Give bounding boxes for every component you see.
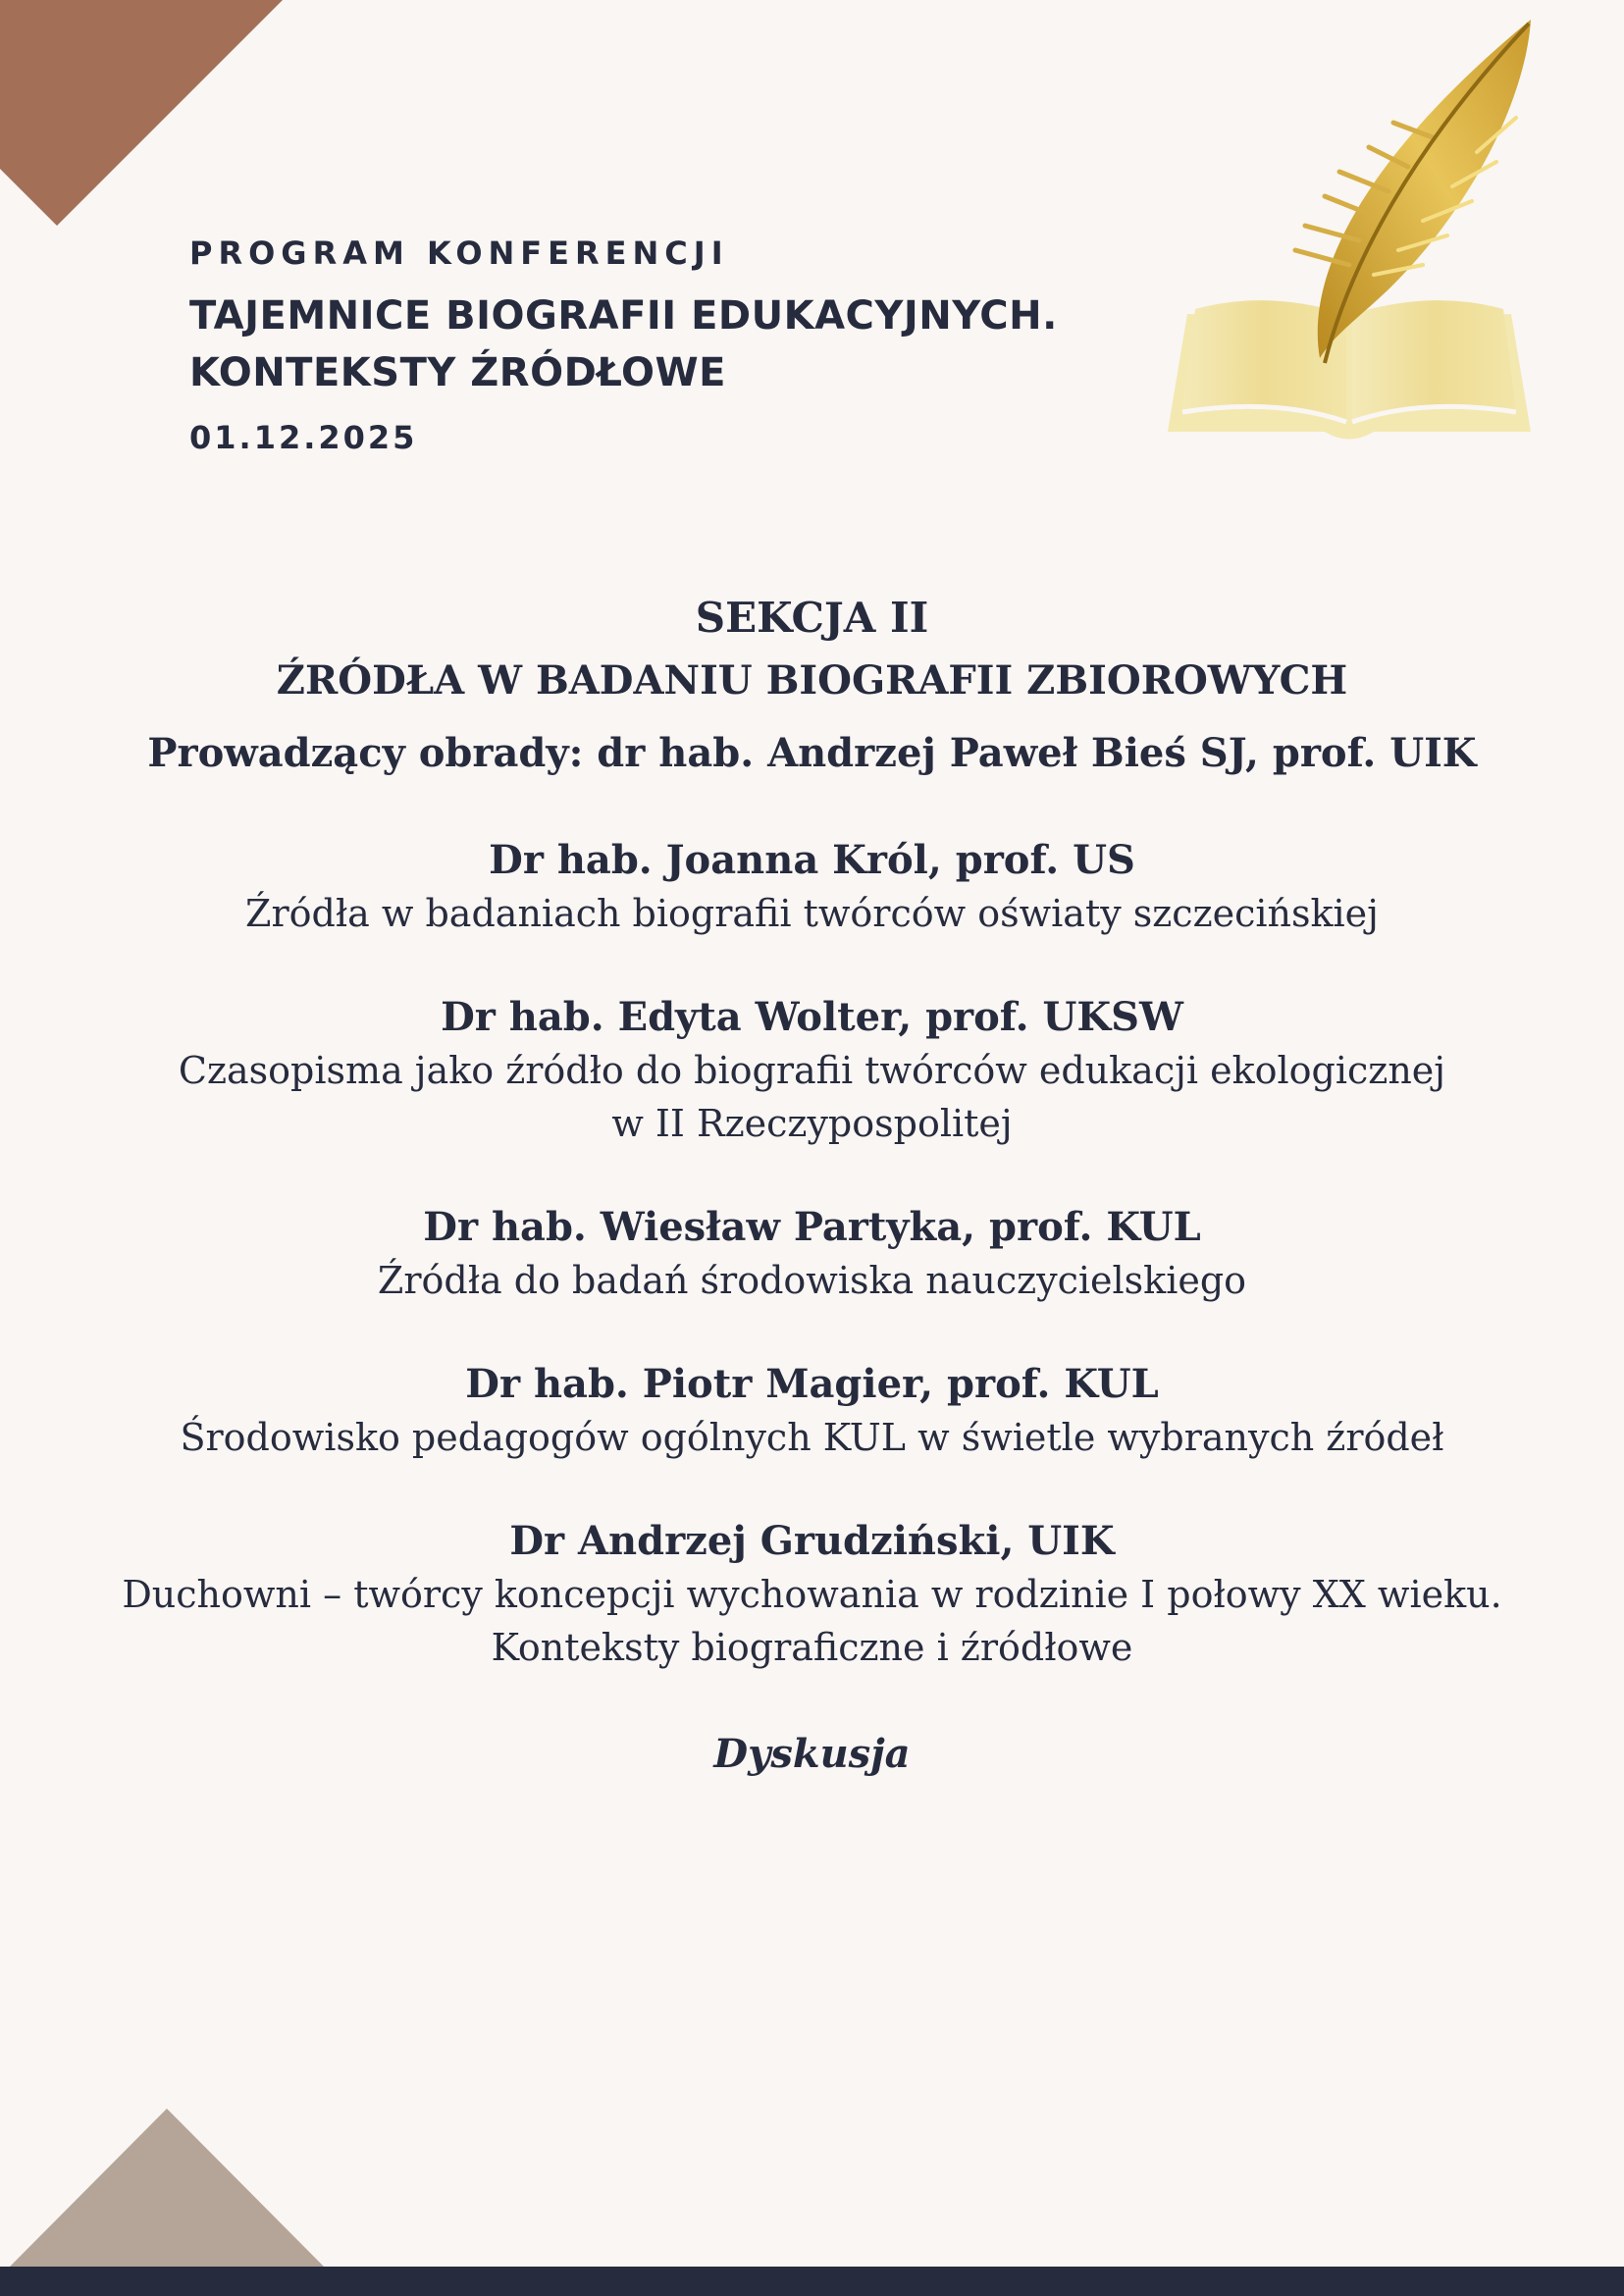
talk-item — [0, 1358, 1624, 1464]
talk-item — [0, 1201, 1624, 1307]
talk-title: Czasopisma jako źródło do biografii twórców edukacji ekologicznej — [178, 1049, 1446, 1092]
program-label: PROGRAM KONFERENCJI — [189, 235, 729, 272]
talk-title-continued: Konteksty biograficzne i źródłowe — [491, 1626, 1133, 1669]
talk-speaker: Dr hab. Joanna Król, prof. US — [489, 837, 1135, 883]
page-header — [189, 229, 1073, 462]
section-title: ŹRÓDŁA W BADANIU BIOGRAFII ZBIOROWYCH — [276, 657, 1348, 704]
moderator: Prowadzący obrady: dr hab. Andrzej Paweł Bieś SJ, prof. UIK — [147, 730, 1477, 776]
talk-speaker: Dr hab. Wiesław Partyka, prof. KUL — [423, 1204, 1201, 1250]
conference-title-line: KONTEKSTY ŹRÓDŁOWE — [189, 350, 726, 395]
conference-title — [189, 287, 1073, 401]
corner-decoration-top — [0, 0, 294, 235]
talk-title: Środowisko pedagogów ogólnych KUL w świetle wybranych źródeł — [180, 1416, 1444, 1459]
talk-title: Źródła do badań środowiska nauczycielskiego — [377, 1259, 1247, 1302]
talk-item — [0, 1515, 1624, 1674]
talk-speaker: Dr hab. Edyta Wolter, prof. UKSW — [441, 994, 1183, 1040]
conference-date: 01.12.2025 — [189, 419, 418, 456]
talk-item — [0, 991, 1624, 1150]
program-content — [0, 589, 1624, 1784]
talk-title: Duchowni – twórcy koncepcji wychowania w rodzinie I połowy XX wieku. — [122, 1573, 1502, 1616]
quill-and-book-icon — [1138, 10, 1560, 451]
talk-speaker: Dr Andrzej Grudziński, UIK — [509, 1518, 1115, 1564]
conference-title-line: TAJEMNICE BIOGRAFII EDUKACYJNYCH. — [189, 293, 1058, 339]
talk-speaker: Dr hab. Piotr Magier, prof. KUL — [465, 1361, 1159, 1407]
talk-title: Źródła w badaniach biografii twórców oświaty szczecińskiej — [245, 892, 1379, 935]
talk-item — [0, 834, 1624, 940]
discussion-label: Dyskusja — [713, 1731, 911, 1777]
footer-bar — [0, 2267, 1624, 2296]
talk-title-continued: w II Rzeczypospolitej — [611, 1102, 1013, 1145]
section-label: SEKCJA II — [695, 594, 929, 642]
corner-decoration-bottom — [0, 2100, 334, 2276]
